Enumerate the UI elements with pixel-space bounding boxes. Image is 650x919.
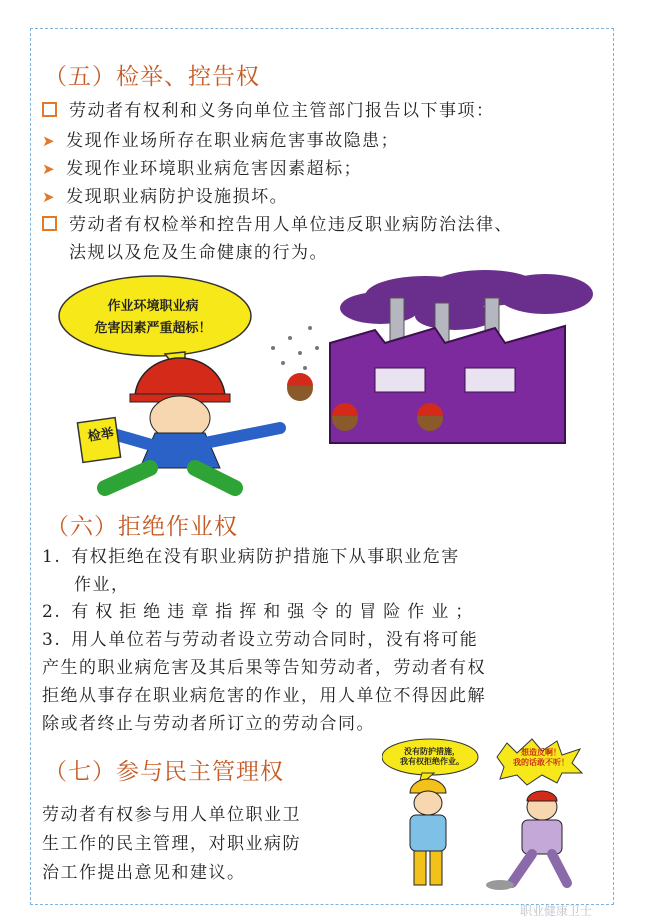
section7-title: （七）参与民主管理权 xyxy=(44,759,284,785)
paper-text: 检举 xyxy=(86,426,115,445)
square-bullet-icon xyxy=(42,216,57,231)
section6-title: （六）拒绝作业权 xyxy=(46,514,238,540)
watermark: 职业健康卫士 xyxy=(520,904,593,918)
speech-bubble-left-text: 没有防护措施， 我有权拒绝作业。 xyxy=(400,747,464,766)
section5-item-1: 劳动者有权利和义务向单位主管部门报告以下事项： xyxy=(42,96,495,121)
section5-item-5-continued: 法规以及危及生命健康的行为。 xyxy=(69,243,328,263)
speech-bubble-right-text: 想造反啊！ 我的话敢不听！ xyxy=(513,748,569,767)
smoke-cloud xyxy=(340,270,593,330)
section5-item-2: ➤ 发现作业场所存在职业病危害事故隐患； xyxy=(42,131,400,151)
section6-item-2: 2. 有权拒绝违章指挥和强令的冒险作业； xyxy=(42,602,480,622)
arrow-bullet-icon: ➤ xyxy=(42,188,57,206)
section6-item-3-line4: 除或者终止与劳动者所订立的劳动合同。 xyxy=(42,714,375,734)
arrow-bullet-icon: ➤ xyxy=(42,160,57,178)
section6-item-3-line3: 拒绝从事存在职业病危害的作业，用人单位不得因此解 xyxy=(42,686,486,706)
section6-item-1: 1. 有权拒绝在没有职业病防护措施下从事职业危害 xyxy=(42,547,460,567)
section5-item-5: 劳动者有权检举和控告用人单位违反职业病防治法律、 xyxy=(42,210,513,235)
worker-figure-left xyxy=(410,779,446,885)
section6-item-3-line2: 产生的职业病危害及其后果等告知劳动者，劳动者有权 xyxy=(42,658,486,678)
section7-paragraph-line2: 生工作的民主管理，对职业病防 xyxy=(42,834,301,854)
factory-building xyxy=(330,326,565,443)
square-bullet-icon xyxy=(42,102,57,117)
section6-item-1-continued: 作业， xyxy=(74,575,130,595)
section6-item-3: 3. 用人单位若与劳动者设立劳动合同时，没有将可能 xyxy=(42,630,479,650)
section5-title: （五）检举、控告权 xyxy=(44,64,260,90)
worker-figure xyxy=(105,358,280,488)
section7-paragraph-line3: 治工作提出意见和建议。 xyxy=(42,863,246,883)
section7-paragraph-line1: 劳动者有权参与用人单位职业卫 xyxy=(42,805,301,825)
speech-bubble-text: 作业环境职业病 危害因素严重超标！ xyxy=(94,299,212,336)
arrow-bullet-icon: ➤ xyxy=(42,132,57,150)
angry-boss-figure xyxy=(486,791,567,890)
section5-item-4: ➤ 发现职业病防护设施损坏。 xyxy=(42,187,289,207)
section5-item-3: ➤ 发现作业环境职业病危害因素超标； xyxy=(42,159,363,179)
